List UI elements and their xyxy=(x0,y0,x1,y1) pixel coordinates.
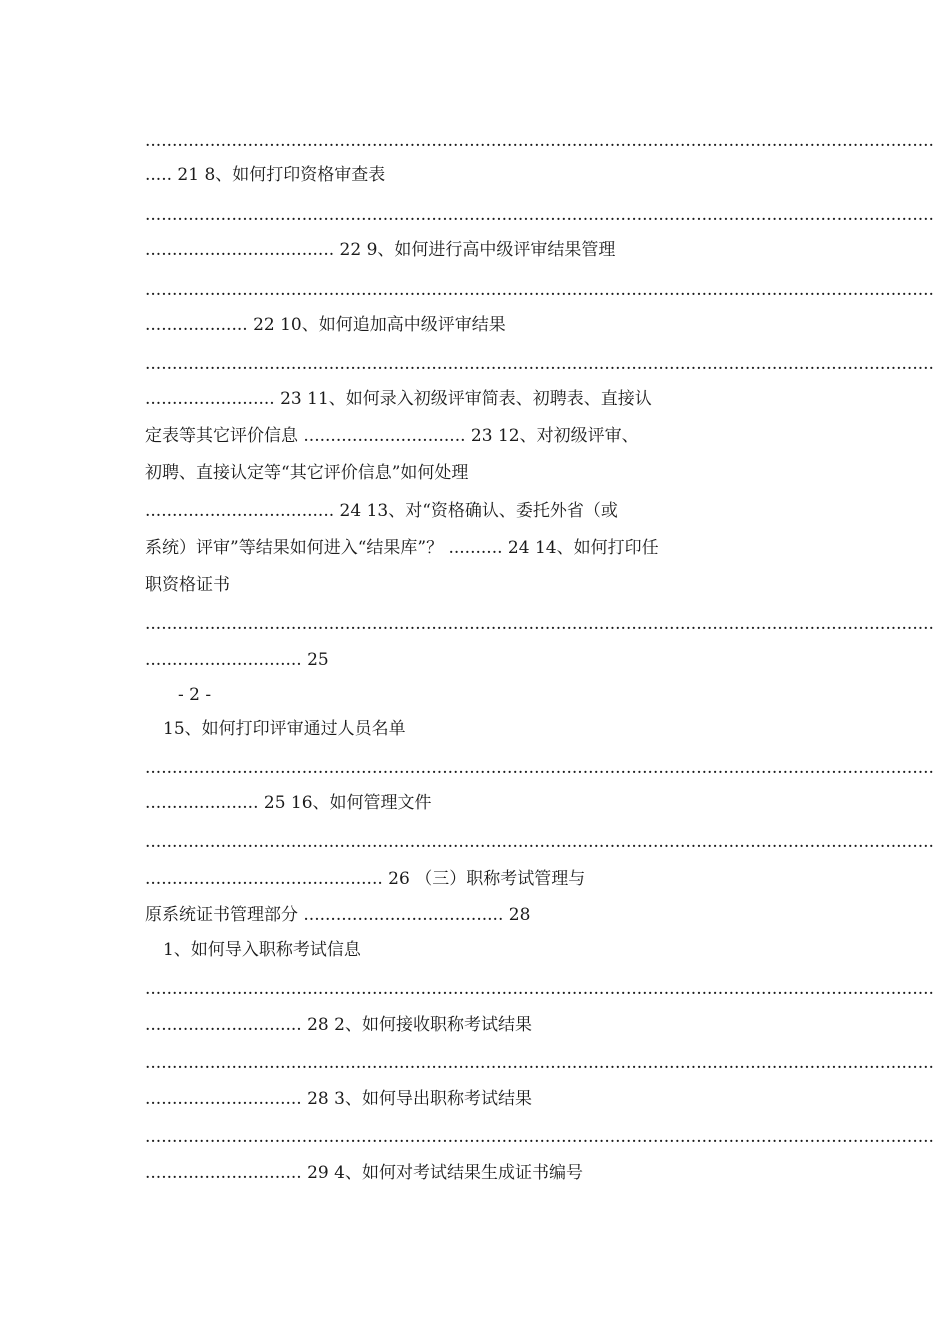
toc-dot-leader: .................................................................................................................................................. xyxy=(145,1127,934,1147)
toc-dot-leader: .................................................................................................................................................. xyxy=(145,1053,934,1073)
toc-entry: ................................... 24 13、对“资格确认、委托外省（或 xyxy=(145,501,618,521)
toc-dot-leader: .................................................................................................................................................. xyxy=(145,131,934,151)
toc-dot-leader: .................................................................................................................................................. xyxy=(145,354,934,374)
toc-entry: ............................. 25 xyxy=(145,650,329,670)
toc-entry: 原系统证书管理部分 ..................................... 28 xyxy=(145,905,531,925)
page-number: - 2 - xyxy=(178,685,212,705)
toc-entry: 职资格证书 xyxy=(145,575,230,595)
toc-entry: 初聘、直接认定等“其它评价信息”如何处理 xyxy=(145,463,469,483)
toc-entry: 定表等其它评价信息 .............................. 23 12、对初级评审、 xyxy=(145,426,639,446)
toc-entry: 15、如何打印评审通过人员名单 xyxy=(163,719,406,739)
toc-dot-leader: .................................................................................................................................................. xyxy=(145,614,934,634)
toc-entry: ..................... 25 16、如何管理文件 xyxy=(145,793,432,813)
toc-entry: ................... 22 10、如何追加高中级评审结果 xyxy=(145,315,506,335)
toc-entry: ............................. 28 2、如何接收职称考试结果 xyxy=(145,1015,532,1035)
toc-entry: ..... 21 8、如何打印资格审查表 xyxy=(145,165,386,185)
toc-dot-leader: .................................................................................................................................................. xyxy=(145,832,934,852)
toc-entry: ............................. 29 4、如何对考试结果生成证书编号 xyxy=(145,1163,583,1183)
toc-entry: 系统）评审”等结果如何进入“结果库”？ .......... 24 14、如何打印任 xyxy=(145,538,659,558)
toc-dot-leader: .................................................................................................................................................. xyxy=(145,979,934,999)
toc-entry: ................................... 22 9、如何进行高中级评审结果管理 xyxy=(145,240,616,260)
toc-entry: ............................................ 26 （三）职称考试管理与 xyxy=(145,869,586,889)
toc-entry: ............................. 28 3、如何导出职称考试结果 xyxy=(145,1089,532,1109)
toc-dot-leader: .................................................................................................................................................. xyxy=(145,280,934,300)
toc-dot-leader: .................................................................................................................................................. xyxy=(145,758,934,778)
toc-entry: 1、如何导入职称考试信息 xyxy=(163,940,361,960)
toc-dot-leader: .................................................................................................................................................. xyxy=(145,205,934,225)
toc-entry: ........................ 23 11、如何录入初级评审简表、初聘表、直接认 xyxy=(145,389,652,409)
